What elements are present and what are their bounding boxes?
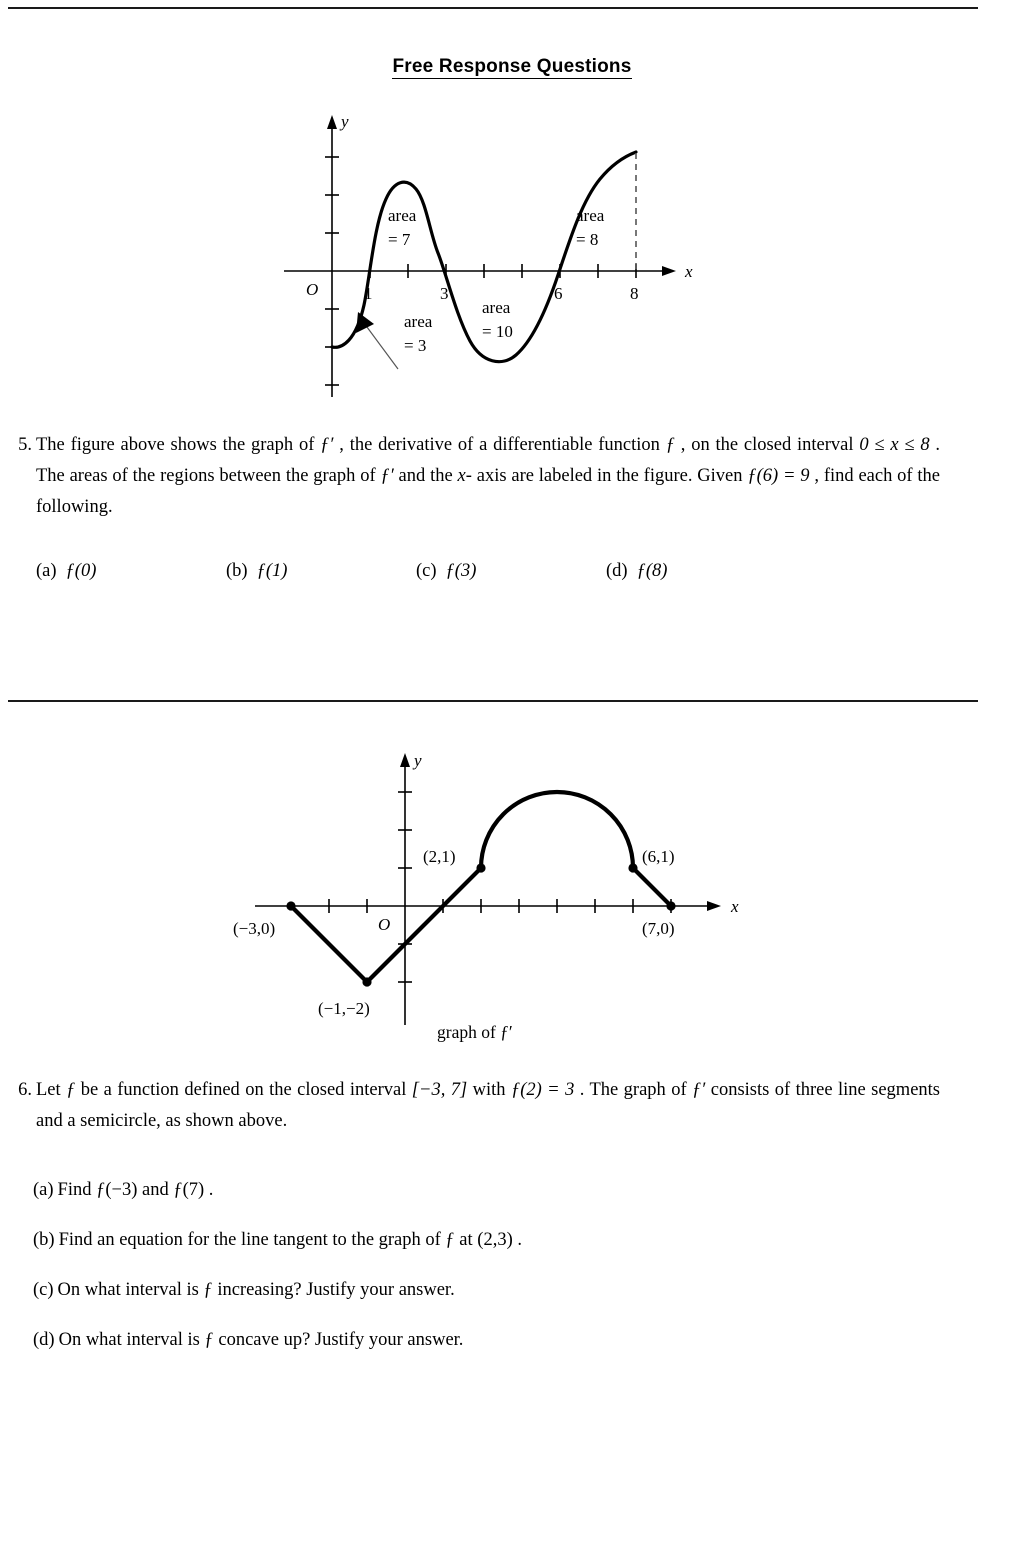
question-5-block [0, 430, 940, 523]
figure1-origin-label: O [306, 280, 319, 299]
question-6-part-b [33, 1230, 833, 1251]
figure1-xtick-label-3: 3 [440, 284, 449, 303]
q5-seg-d: . The areas of the regions between the graph of [36, 435, 941, 486]
figure1-area7-line2: = 7 [388, 230, 411, 249]
question-5-part-a [36, 561, 226, 582]
y-axis-arrow [327, 115, 337, 129]
x-axis-arrow [707, 901, 721, 911]
q5-interval: 0 ≤ x ≤ 8 [859, 435, 930, 455]
q6-seg-c: with [467, 1080, 511, 1100]
top-divider-rule [8, 7, 978, 9]
point-7-0 [666, 901, 675, 910]
figure2-label-6-1: (6,1) [642, 847, 675, 866]
q6-f-1: ƒ [66, 1080, 76, 1100]
figure1-xtick-label-6: 6 [554, 284, 563, 303]
q6-fprime-1: ƒ′ [692, 1080, 706, 1100]
figure1-area7-line1: area [388, 206, 417, 225]
figure1-area8-line2: = 8 [576, 230, 599, 249]
q5-seg-b: , the derivative of a differentiable function [333, 435, 666, 455]
q5-fprime-1: ƒ′ [320, 435, 334, 455]
semicircle-2-to-6 [481, 792, 633, 868]
figure-1-svg [270, 105, 730, 405]
figure-1-graph-f-prime-areas [270, 105, 730, 405]
segment-neg3-to-neg1 [291, 906, 367, 982]
q5-part-b-label: (b) [226, 561, 248, 581]
segment-6-to-7 [633, 868, 671, 906]
q6-part-b-text: Find an equation for the line tangent to the graph of ƒ at (2,3) . [58, 1230, 522, 1250]
figure2-y-axis-label: y [414, 751, 422, 770]
figure2-label-2-1: (2,1) [423, 847, 456, 866]
area-3-arrowhead [356, 312, 374, 333]
area-3-leader-line [364, 323, 398, 369]
q5-fprime-2: ƒ′ [380, 466, 394, 486]
figure1-area3-line1: area [404, 312, 433, 331]
question-6-body [36, 1075, 940, 1137]
figure1-xtick-label-8: 8 [630, 284, 639, 303]
question-5-parts [36, 561, 796, 582]
figure1-area3-line2: = 3 [404, 336, 427, 355]
figure-2-graph-f-prime [215, 740, 775, 1050]
question-5-part-c [416, 561, 606, 582]
point-neg3-0 [286, 901, 295, 910]
q6-part-c-text: On what interval is ƒ increasing? Justify your answer. [57, 1280, 455, 1300]
point-2-1 [476, 863, 485, 872]
q5-seg-c: , on the closed interval [674, 435, 860, 455]
figure1-area8-line1: area [576, 206, 605, 225]
question-5-part-d [606, 561, 796, 582]
q5-given: ƒ(6) = 9 [747, 466, 810, 486]
q5-part-a-label: (a) [36, 561, 57, 581]
q5-part-d-expr: ƒ(8) [636, 561, 668, 581]
q6-line2: consists of three line segments and a semicircle, as shown above. [36, 1080, 940, 1131]
point-neg1-neg2 [362, 977, 371, 986]
q5-part-a-expr: ƒ(0) [65, 561, 97, 581]
figure1-area10-line2: = 10 [482, 322, 513, 341]
q5-x-axis-var: x [457, 466, 466, 486]
point-6-1 [628, 863, 637, 872]
figure1-area10-line1: area [482, 298, 511, 317]
question-6-number: 6. [18, 1080, 32, 1100]
q6-part-b-label: (b) [33, 1230, 55, 1250]
y-axis-arrow [400, 753, 410, 767]
question-6-part-a [33, 1180, 833, 1201]
q6-seg-d: . The graph of [574, 1080, 693, 1100]
q5-part-d-label: (d) [606, 561, 628, 581]
q5-part-b-expr: ƒ(1) [256, 561, 288, 581]
question-5-body [36, 430, 940, 523]
question-6-block [0, 1075, 940, 1137]
figure2-label-7-0: (7,0) [642, 919, 675, 938]
x-axis-arrow [662, 266, 676, 276]
question-6-part-d [33, 1330, 833, 1351]
q6-given: ƒ(2) = 3 [510, 1080, 575, 1100]
q5-seg-f: - axis are labeled in the figure. Given [465, 466, 748, 486]
q5-seg-a: The figure above shows the graph of [36, 435, 321, 455]
question-5-number: 5. [18, 435, 32, 455]
q6-part-d-text: On what interval is ƒ concave up? Justify your answer. [58, 1330, 464, 1350]
question-5-part-b [226, 561, 416, 582]
figure-2-svg [215, 740, 775, 1050]
q6-part-a-label: (a) [33, 1180, 54, 1200]
q5-f-1: ƒ [665, 435, 675, 455]
figure2-x-axis-label: x [731, 897, 739, 916]
question-6-text [36, 1075, 940, 1137]
q6-part-a-text: Find ƒ(−3) and ƒ(7) . [57, 1180, 214, 1200]
question-6-parts [33, 1180, 833, 1380]
figure1-y-axis-label: y [341, 112, 349, 131]
q5-part-c-label: (c) [416, 561, 437, 581]
q6-part-c-label: (c) [33, 1280, 54, 1300]
q6-seg-b: be a function defined on the closed interval [75, 1080, 412, 1100]
figure1-x-axis-label: x [685, 262, 693, 281]
q5-seg-e: and the [393, 466, 458, 486]
q6-seg-a: Let [36, 1080, 67, 1100]
q6-part-d-label: (d) [33, 1330, 55, 1350]
middle-divider-rule [8, 700, 978, 702]
q5-seg-g: , find each of the following. [36, 466, 940, 517]
figure2-caption: graph of ƒ′ [437, 1022, 513, 1042]
figure1-xtick-label-1: 1 [364, 284, 373, 303]
question-6-part-c [33, 1280, 833, 1301]
figure2-label-neg1-neg2: (−1,−2) [318, 999, 370, 1018]
question-5-text [36, 430, 940, 523]
figure2-label-neg3-0: (−3,0) [233, 919, 276, 938]
figure2-origin-label: O [378, 915, 391, 934]
q6-interval: [−3, 7] [411, 1080, 468, 1100]
page-title [0, 56, 1024, 78]
page-title-text: Free Response Questions [392, 56, 632, 77]
q5-part-c-expr: ƒ(3) [445, 561, 477, 581]
